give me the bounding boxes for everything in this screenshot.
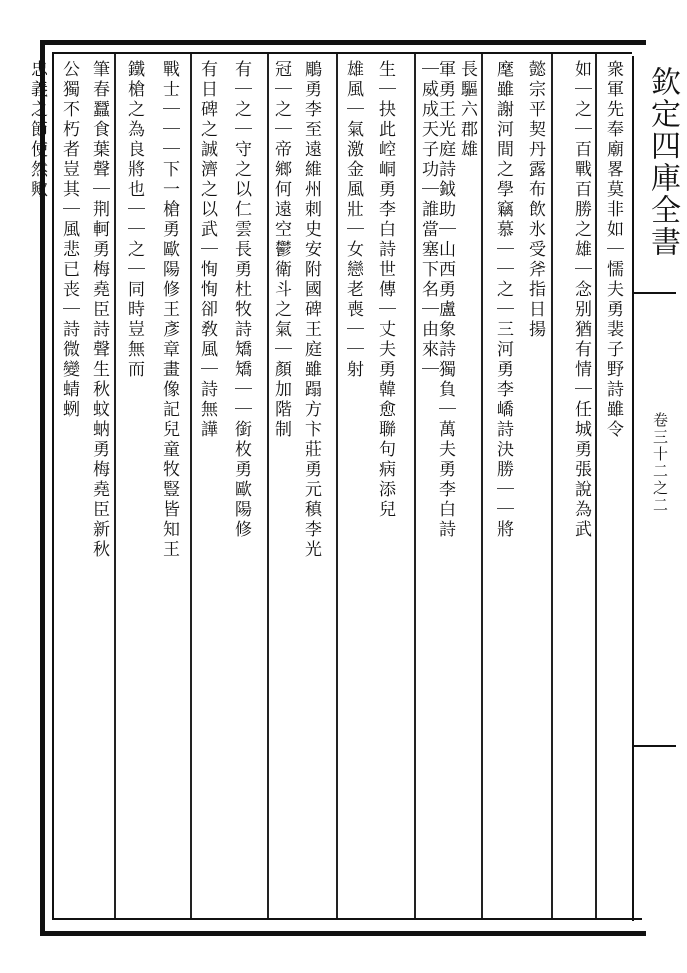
text-column: 忠義之節使然歟 bbox=[27, 60, 47, 200]
text-column: 長驅六郡雄 bbox=[457, 60, 477, 160]
book-title: 欽定四庫全書 bbox=[645, 66, 680, 258]
column-rule bbox=[336, 54, 338, 918]
column-rule bbox=[551, 54, 553, 918]
text-column: 生｜抉此崆峒勇李白詩世傳｜丈夫勇韓愈聯句病添兒 bbox=[375, 60, 395, 520]
text-column: 懿宗平契丹露布飲氷受斧指日揚 bbox=[525, 60, 545, 340]
column-rule bbox=[267, 54, 269, 918]
inner-top-rule bbox=[52, 52, 632, 54]
margin-rule bbox=[632, 56, 634, 921]
text-column: 公獨不朽者豈其｜風悲已丧｜詩微變蜻蛚 bbox=[59, 60, 79, 420]
column-rule bbox=[114, 54, 116, 918]
column-rule bbox=[595, 54, 597, 918]
text-column: 如｜之｜百戰百勝之雄｜念别猶有情｜任城勇張說為武 bbox=[571, 60, 591, 540]
inner-left-rule bbox=[52, 52, 54, 920]
column-rule bbox=[481, 54, 483, 918]
text-column: 鵰勇李至遠維州刺史安附國碑王庭雖蹋方卞莊勇元稹李光 bbox=[301, 60, 321, 560]
text-column: 衆軍先奉廟畧莫非如｜懦夫勇裴子野詩雖令 bbox=[603, 60, 623, 440]
inner-bottom-rule bbox=[52, 918, 642, 920]
margin-mark-bottom bbox=[632, 745, 676, 747]
margin-mark-top bbox=[632, 292, 676, 294]
text-column: 冠｜之｜帝鄉何遠空鬱衛斗之氣｜顏加階制 bbox=[271, 60, 291, 440]
column-rule bbox=[414, 54, 416, 918]
text-column: 麾雖謝河間之學竊慕｜｜之｜三河勇李嶠詩決勝｜｜將 bbox=[493, 60, 513, 540]
volume-label: 卷三十二之二 bbox=[651, 412, 669, 514]
text-column: 有｜之｜守之以仁雲長勇杜牧詩矯矯｜｜銜枚勇歐陽修 bbox=[231, 60, 251, 540]
text-column: 軍勇王光庭詩鉞助｜山西勇盧象詩獨負｜萬夫勇李白詩 bbox=[435, 60, 455, 540]
text-column: 有日碑之誠濟之以武｜恂恂卻敎風｜詩無譁 bbox=[197, 60, 217, 440]
column-rule bbox=[190, 54, 192, 918]
text-column: ｜威成天子功｜誰當塞下名｜由來｜ bbox=[418, 60, 438, 380]
text-column: 戰士｜｜｜下一槍勇歐陽修王彥章畫像記兒童牧豎皆知王 bbox=[159, 60, 179, 560]
text-column: 鐵槍之為良將也｜｜之｜同時豈無而 bbox=[124, 60, 144, 380]
text-column: 筆春蠶食葉聲｜荆軻勇梅堯臣詩聲生秋蚊蚋勇梅堯臣新秋 bbox=[89, 60, 109, 560]
text-column: 雄風｜氣激金風壯｜女戀老喪｜｜射 bbox=[343, 60, 363, 380]
